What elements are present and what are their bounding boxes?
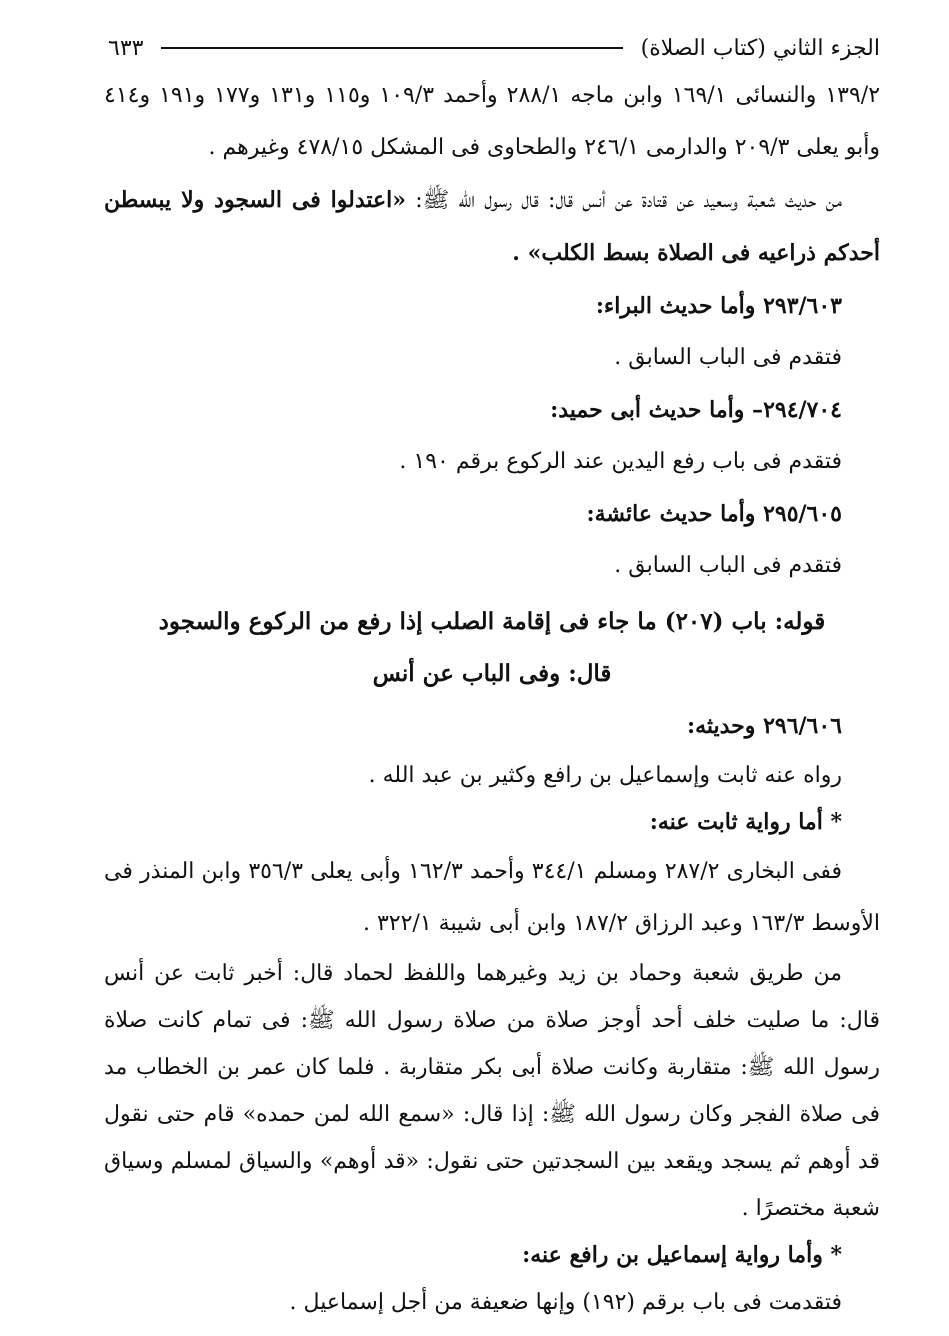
section-heading: * أما رواية ثابت عنه: [649, 809, 842, 835]
hadith-quote: «اعتدلوا فى السجود ولا يبسطن أحدكم ذراعيه فى الصلاة بسط الكلب» . [104, 187, 880, 266]
section-text: ففى البخارى ٢٨٧/٢ ومسلم ٣٤٤/١ وأحمد ١٦٢/٣ وأبى يعلى ٣٥٦/٣ وابن المنذر فى الأوسط ١٦٣/٣ وعبد الرزاق ١٨٧/٢ وابن أبى شيبة ٣٢٢/١ . [104, 859, 880, 936]
section-heading: ٢٩٣/٦٠٣ وأما حديث البراء: [595, 293, 842, 319]
section-heading: ٢٩٥/٦٠٥ وأما حديث عائشة: [586, 501, 842, 527]
footnote-continuation: ١٣٩/٢ والنسائى ١٦٩/١ وابن ماجه ٢٨٨/١ وأحمد ١٠٩/٣ و١١٥ و١٣١ و١٧٧ و١٩١ و٤١٤ وأبو يعلى ٢٠٩/٣ والدارمى ٢٤٦/١ والطحاوى فى المشكل ٤٧٨/١٥ وغيرهم . [104, 83, 881, 160]
section-text: فتقدم فى الباب السابق . [614, 345, 842, 370]
page-body [104, 70, 880, 1326]
page-number: ٦٣٣ [108, 35, 144, 61]
section-text: فتقدمت فى باب برقم (١٩٢) وإنها ضعيفة من أجل إسماعيل . [289, 1290, 842, 1315]
running-title: الجزء الثاني (كتاب الصلاة) [640, 35, 880, 61]
page-header [108, 30, 880, 66]
hadith-paragraph [104, 174, 880, 280]
section-text: فتقدم فى باب رفع اليدين عند الركوع برقم ١٩٠ . [399, 449, 842, 474]
section-heading: ٢٩٦/٦٠٦ وحديثه: [686, 713, 842, 739]
chapter-title: قوله: باب (٢٠٧) ما جاء فى إقامة الصلب إذا رفع من الركوع والسجود [158, 608, 826, 635]
section-text: رواه عنه ثابت وإسماعيل بن رافع وكثير بن عبد الله . [368, 763, 842, 788]
section-text: فتقدم فى الباب السابق . [614, 553, 842, 578]
section-heading: ٢٩٤/٧٠٤– وأما حديث أبى حميد: [550, 397, 842, 423]
hadith-paragraph: من طريق شعبة وحماد بن زيد وغيرهما واللفظ لحماد قال: أخبر ثابت عن أنس قال: ما صليت خلف أحد أوجز صلاة من صلاة رسول الله ﷺ: فى تمام كانت صلاة رسول الله ﷺ: متقاربة وكانت صلاة أبى بكر متقاربة . فلما كان عمر بن الخطاب مد فى صلاة الفجر وكان رسول الله ﷺ: إذا قال: «سمع الله لمن حمده» قام حتى نقول قد أوهم ثم يسجد ويقعد بين السجدتين حتى نقول: «قد أوهم» والسياق لمسلم وسياق شعبة مختصرًا . [104, 961, 880, 1221]
section-heading: * وأما رواية إسماعيل بن رافع عنه: [522, 1242, 842, 1268]
chapter-subtitle: قال: وفى الباب عن أنس [372, 660, 612, 687]
header-rule [161, 47, 622, 49]
hadith-chain: من حديث شعبة وسعيد عن قتادة عن أنس قال: قال رسول الله ﷺ: [406, 188, 842, 213]
